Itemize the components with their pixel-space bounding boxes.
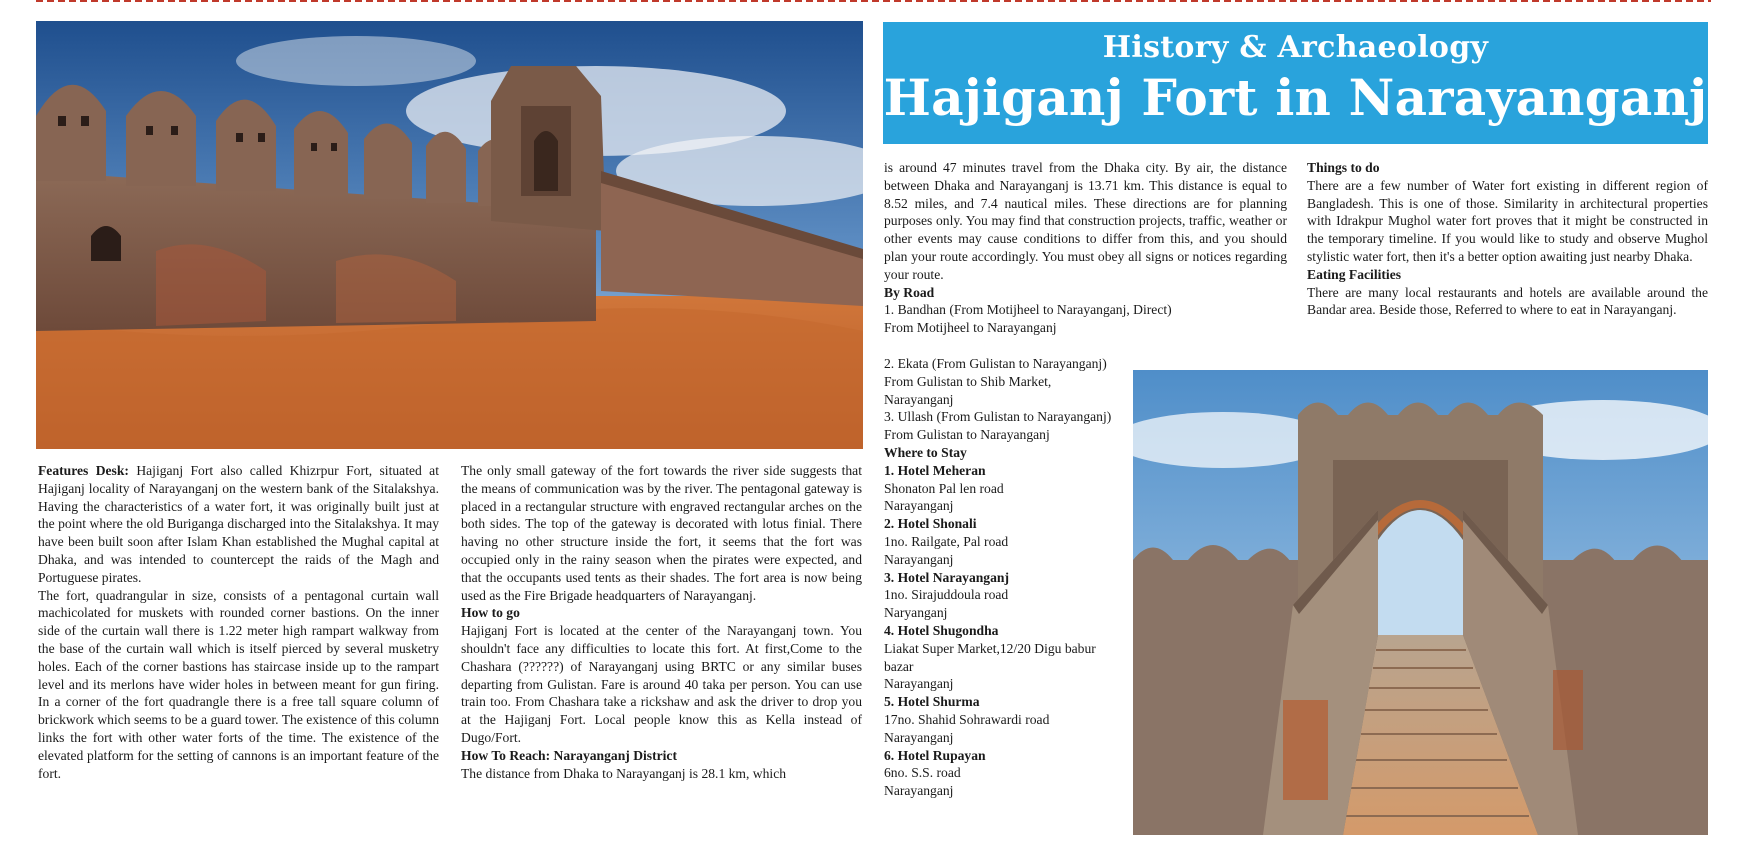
hotel-entry	[884, 515, 1120, 568]
hotel-entry	[884, 693, 1120, 746]
hotel-city: Narayanganj	[884, 551, 954, 567]
article-column-2	[461, 462, 862, 782]
road-option-2: 2. Ekata (From Gulistan to Narayanganj)	[884, 356, 1107, 371]
distance-continued-paragraph: is around 47 minutes travel from the Dhaka city. By air, the distance between Dhaka and Narayanganj is 13.71 km. This distance is equal to 8.52 miles, and 7.4 nautical miles. These directions are for planning purposes only. You may find that construction projects, traffic, weather or other events may cause conditions to differ from this, and you should plan your route accordingly. You must obey all signs or notices regarding your route.	[884, 160, 1287, 282]
hotel-city: Narayanganj	[884, 729, 954, 745]
how-to-go-heading: How to go	[461, 605, 520, 621]
article-column-3-top	[884, 159, 1287, 337]
road-option-3: 3. Ullash (From Gulistan to Narayanganj)	[884, 409, 1112, 425]
road-option-2-route: From Gulistan to Shib Market, Narayanganj	[884, 373, 1052, 407]
structure-paragraph: The fort, quadrangular in size, consists of a pentagonal curtain wall machicolated for muskets with rounded corner bastions. On the inner side of the curtain wall there is 1.22 meter high rampart walkway from the base of the curtain wall which is itself pierced by several musketry holes. Each of the corner bastions has staircase inside up to the rampart level and its merlons have wider holes in between meant for gun firing. In a corner of the fort quadrangle there is a free tall square column of brickwork which seems to be a guard tower. The existence of this column links the fort with other water forts of the time. The existence of the elevated platform for the setting of cannons is an important feature of the fort.	[38, 587, 439, 781]
gateway-paragraph: The only small gateway of the fort towards the river side suggests that the means of communication was by the river. The pentagonal gateway is placed in a rectangular structure with engraved rectangular arches on the both sides. The top of the gateway is decorated with lotus finial. There having no other structure inside the fort, it seems that the fort was occupied only in the rainy season when the pirates were expected, and that the occupants used tents as their shades. The fort area is now being used as the Fire Brigade headquarters of Narayanganj.	[461, 463, 862, 603]
article-headline: Hajiganj Fort in Narayanganj	[883, 68, 1708, 127]
top-dashed-rule	[36, 0, 1711, 2]
title-banner	[883, 22, 1708, 144]
things-to-do-heading: Things to do	[1307, 160, 1380, 175]
hotel-city: Narayanganj	[884, 498, 954, 514]
hotel-city: Narayanganj	[884, 676, 954, 692]
hotel-address: Shonaton Pal len road	[884, 480, 1004, 496]
hotel-name: 5. Hotel Shurma	[884, 694, 980, 710]
hotel-entry	[884, 622, 1120, 693]
hotel-entry	[884, 569, 1120, 622]
where-to-stay-heading: Where to Stay	[884, 444, 967, 460]
article-column-3-bottom	[884, 355, 1120, 800]
hotel-name: 2. Hotel Shonali	[884, 516, 977, 532]
eating-facilities-heading: Eating Facilities	[1307, 266, 1402, 282]
hotel-city: Narayanganj	[884, 783, 954, 799]
hotel-address: 1no. Sirajuddoula road	[884, 587, 1009, 603]
fort-gateway-photo	[1133, 370, 1708, 835]
article-column-1	[38, 462, 439, 782]
by-road-heading: By Road	[884, 284, 935, 300]
distance-paragraph: The distance from Dhaka to Narayanganj is 28.1 km, which	[461, 765, 787, 781]
how-to-go-paragraph: Hajiganj Fort is located at the center of the Narayanganj town. You shouldn't face any difficulties to locate this fort. At first,Come to the Chashara (??????) of Narayanganj using BRTC or any similar buses departing from Gulistan. Fare is around 40 taka per person. You can use train too. From Chashara take a rickshaw and ask the driver to drop you at the Hajiganj Fort. Local people know this as Kella instead of Dugo/Fort.	[461, 623, 862, 745]
hotel-name: 4. Hotel Shugondha	[884, 622, 999, 638]
hotel-name: 6. Hotel Rupayan	[884, 747, 986, 763]
fort-wall-photo	[36, 21, 863, 449]
things-to-do-paragraph: There are a few number of Water fort existing in different region of Bangladesh. This is one of those. Similarity in architectural properties with Idrakpur Mughol water fort proves that it might be constructed in the temporary timeline. If you would like to study and observe Mughol stylistic water fort, then it's a better option awaiting just nearby Dhaka.	[1307, 177, 1708, 264]
hotel-address: 17no. Shahid Sohrawardi road	[884, 711, 1050, 727]
intro-text: Hajiganj Fort also called Khizrpur Fort, situated at Hajiganj locality of Narayanganj on the western bank of the Sitalakshya. Having the characteristics of a water fort, it was originally built just at the point where the old Buriganga discharged into the Sitalakshya. It may have been built soon after Islam Khan established the Mughal capital at Dhaka, and was intended to countercept the raids of the Magh and Portuguese pirates.	[38, 463, 439, 585]
hotel-address: 6no. S.S. road	[884, 765, 961, 781]
hotel-name: 3. Hotel Narayanganj	[884, 569, 1009, 585]
hotel-address: Liakat Super Market,12/20 Digu babur bazar	[884, 640, 1096, 674]
hotel-entry	[884, 462, 1120, 515]
hotel-city: Naryanganj	[884, 605, 948, 621]
article-column-4	[1307, 159, 1708, 319]
how-to-reach-heading: How To Reach: Narayanganj District	[461, 747, 677, 763]
hotel-address: 1no. Railgate, Pal road	[884, 533, 1009, 549]
byline: Features Desk:	[38, 463, 129, 478]
road-option-3-route: From Gulistan to Narayanganj	[884, 427, 1050, 443]
hotel-name: 1. Hotel Meheran	[884, 462, 986, 478]
section-kicker: History & Archaeology	[1102, 30, 1489, 65]
hotel-entry	[884, 747, 1120, 800]
eating-facilities-paragraph: There are many local restaurants and hotels are available around the Bandar area. Beside those, Referred to where to eat in Narayanganj.	[1307, 284, 1708, 318]
road-option-1: 1. Bandhan (From Motijheel to Narayanganj, Direct)	[884, 302, 1172, 318]
road-option-1-route: From Motijheel to Narayanganj	[884, 320, 1057, 336]
intro-paragraph	[38, 462, 439, 587]
